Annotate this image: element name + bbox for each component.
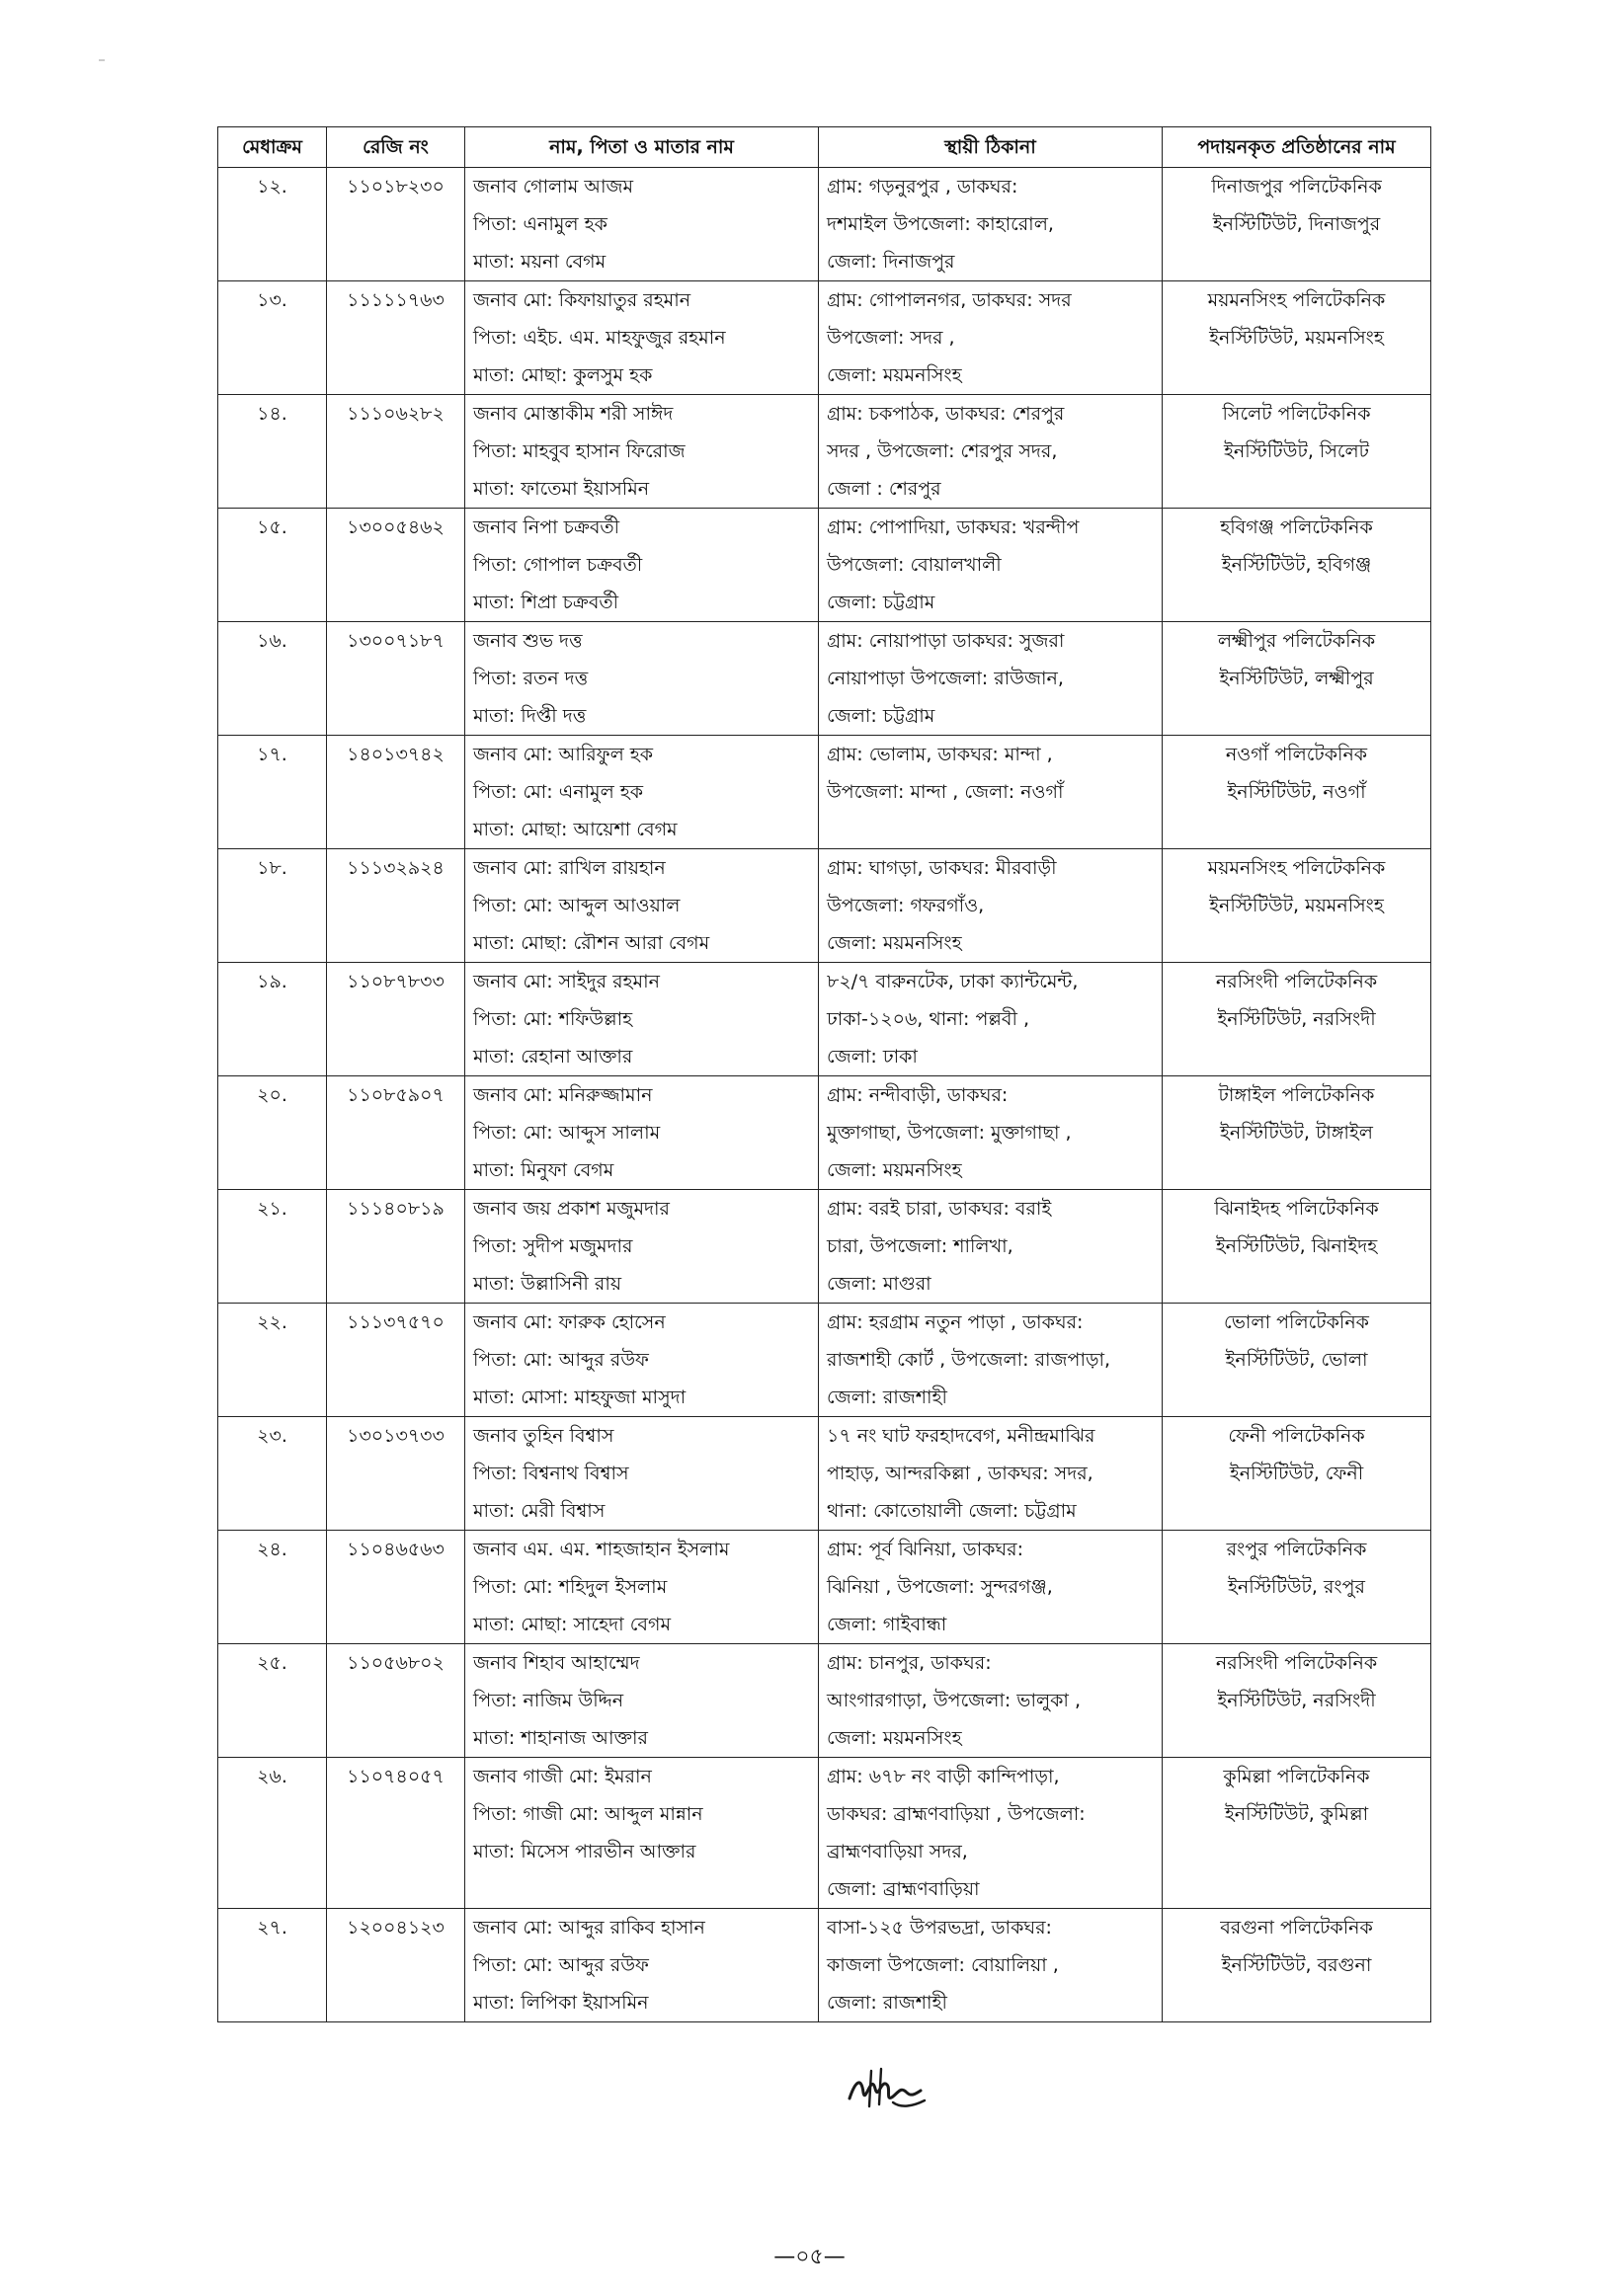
address-cell	[819, 1531, 1163, 1644]
address-line: জেলা: চট্টগ্রাম	[827, 592, 935, 613]
institution-cell	[1163, 509, 1431, 622]
address-cell	[819, 1417, 1163, 1531]
table-row	[218, 395, 1431, 509]
address-cell	[819, 168, 1163, 281]
institution-line: টাঙ্গাইল পলিটেকনিক	[1218, 1084, 1375, 1106]
name-line: মাতা: উল্লাসিনী রায়	[473, 1273, 622, 1295]
table-row	[218, 281, 1431, 395]
table-row	[218, 622, 1431, 736]
merit-cell: ১৮.	[218, 849, 327, 963]
address-line: গ্রাম: গড়নুরপুর , ডাকঘর:	[827, 176, 1018, 198]
address-line: উপজেলা: মান্দা , জেলা: নওগাঁ	[827, 781, 1064, 803]
address-line: গ্রাম: চানপুর, ডাকঘর:	[827, 1652, 992, 1674]
names-cell	[465, 1417, 819, 1531]
merit-cell: ২২.	[218, 1304, 327, 1417]
name-line: পিতা: এইচ. এম. মাহফুজুর রহমান	[473, 327, 726, 349]
address-line: ১৭ নং ঘাট ফরহাদবেগ, মনীন্দ্রমাঝির	[827, 1425, 1095, 1447]
name-line: জনাব মো: আব্দুর রাকিব হাসান	[473, 1917, 705, 1939]
address-line: জেলা: মাগুরা	[827, 1273, 931, 1295]
address-line: ঝিনিয়া , উপজেলা: সুন্দরগঞ্জ,	[827, 1576, 1053, 1598]
address-cell	[819, 963, 1163, 1076]
address-line: গ্রাম: গোপালনগর, ডাকঘর: সদর	[827, 289, 1072, 311]
address-cell	[819, 622, 1163, 736]
table-row	[218, 963, 1431, 1076]
address-line: গ্রাম: নোয়াপাড়া ডাকঘর: সুজরা	[827, 630, 1065, 652]
page-number: —০৫—	[773, 2245, 846, 2269]
institution-line: ইনস্টিটিউট, ময়মনসিংহ	[1209, 895, 1384, 916]
address-line: থানা: কোতোয়ালী জেলা: চট্টগ্রাম	[827, 1500, 1077, 1522]
table-row	[218, 849, 1431, 963]
name-line: জনাব মো: মনিরুজ্জামান	[473, 1084, 653, 1106]
name-line: মাতা: মিসেস পারভীন আক্তার	[473, 1841, 696, 1862]
merit-cell: ২১.	[218, 1190, 327, 1304]
name-line: জনাব মো: কিফায়াতুর রহমান	[473, 289, 691, 311]
institution-line: হবিগঞ্জ পলিটেকনিক	[1220, 516, 1373, 538]
address-line: গ্রাম: নন্দীবাড়ী, ডাকঘর:	[827, 1084, 1009, 1106]
merit-cell: ২৩.	[218, 1417, 327, 1531]
merit-list-table	[217, 126, 1431, 2022]
address-line: জেলা: ময়মনসিংহ	[827, 1727, 962, 1749]
merit-cell: ১২.	[218, 168, 327, 281]
institution-line: ইনস্টিটিউট, হবিগঞ্জ	[1221, 554, 1372, 576]
address-line: গ্রাম: বরই চারা, ডাকঘর: বরাই	[827, 1198, 1052, 1220]
address-line: মুক্তাগাছা, উপজেলা: মুক্তাগাছা ,	[827, 1122, 1072, 1144]
institution-line: ইনস্টিটিউট, ভোলা	[1225, 1349, 1368, 1371]
name-line: মাতা: মোছা: আয়েশা বেগম	[473, 819, 678, 840]
name-line: মাতা: লিপিকা ইয়াসমিন	[473, 1992, 649, 2014]
name-line: পিতা: নাজিম উদ্দিন	[473, 1690, 624, 1711]
address-cell	[819, 849, 1163, 963]
reg-cell: ১১০৮৭৮৩৩	[327, 963, 465, 1076]
names-cell	[465, 1304, 819, 1417]
address-line: জেলা : শেরপুর	[827, 478, 941, 500]
address-line: ৮২/৭ বারুনটেক, ঢাকা ক্যান্টমেন্ট,	[827, 971, 1079, 992]
table-row	[218, 736, 1431, 849]
name-line: পিতা: মো: শহিদুল ইসলাম	[473, 1576, 668, 1598]
names-cell	[465, 281, 819, 395]
institution-cell	[1163, 1417, 1431, 1531]
reg-cell: ১১১১১৭৬৩	[327, 281, 465, 395]
merit-cell: ১৯.	[218, 963, 327, 1076]
institution-line: নরসিংদী পলিটেকনিক	[1215, 971, 1378, 992]
name-line: মাতা: মোছা: সাহেদা বেগম	[473, 1614, 671, 1635]
table-row	[218, 168, 1431, 281]
table-row	[218, 1190, 1431, 1304]
name-line: পিতা: মাহবুব হাসান ফিরোজ	[473, 440, 686, 462]
reg-cell: ১১১৪০৮১৯	[327, 1190, 465, 1304]
names-cell	[465, 736, 819, 849]
address-line: গ্রাম: পোপাদিয়া, ডাকঘর: খরন্দীপ	[827, 516, 1080, 538]
address-line: ডাকঘর: ব্রাহ্মণবাড়িয়া , উপজেলা:	[827, 1803, 1086, 1825]
institution-line: ময়মনসিংহ পলিটেকনিক	[1207, 289, 1386, 311]
institution-line: নরসিংদী পলিটেকনিক	[1215, 1652, 1378, 1674]
address-line: সদর , উপজেলা: শেরপুর সদর,	[827, 440, 1058, 462]
institution-cell	[1163, 622, 1431, 736]
reg-cell: ১১০৮৫৯০৭	[327, 1076, 465, 1190]
reg-cell: ১১১০৬২৮২	[327, 395, 465, 509]
table-row	[218, 509, 1431, 622]
names-cell	[465, 509, 819, 622]
name-line: পিতা: গোপাল চক্রবর্তী	[473, 554, 643, 576]
names-cell	[465, 1758, 819, 1909]
institution-cell	[1163, 1304, 1431, 1417]
address-cell	[819, 509, 1163, 622]
institution-line: সিলেট পলিটেকনিক	[1222, 403, 1371, 425]
signature-icon	[842, 2059, 931, 2118]
institution-line: ইনস্টিটিউট, দিনাজপুর	[1212, 213, 1381, 235]
address-cell	[819, 1076, 1163, 1190]
institution-cell	[1163, 1644, 1431, 1758]
header-merit: মেধাক্রম	[218, 127, 327, 168]
institution-line: ইনস্টিটিউট, নওগাঁ	[1227, 781, 1366, 803]
institution-line: ইনস্টিটিউট, নরসিংদী	[1217, 1690, 1376, 1711]
address-line: জেলা: চট্টগ্রাম	[827, 705, 935, 727]
names-cell	[465, 622, 819, 736]
name-line: জনাব মোস্তাকীম শরী সাঈদ	[473, 403, 674, 425]
address-line: গ্রাম: চকপাঠক, ডাকঘর: শেরপুর	[827, 403, 1065, 425]
table-header-row	[218, 127, 1431, 168]
name-line: মাতা: ময়না বেগম	[473, 251, 607, 273]
name-line: মাতা: মেরী বিশ্বাস	[473, 1500, 606, 1522]
names-cell	[465, 168, 819, 281]
address-line: গ্রাম: ঘাগড়া, ডাকঘর: মীরবাড়ী	[827, 857, 1057, 879]
institution-line: দিনাজপুর পলিটেকনিক	[1211, 176, 1382, 198]
table-row	[218, 1304, 1431, 1417]
address-cell	[819, 736, 1163, 849]
names-cell	[465, 1909, 819, 2022]
name-line: মাতা: শিপ্রা চক্রবর্তী	[473, 592, 619, 613]
scan-mark	[99, 59, 105, 61]
names-cell	[465, 1531, 819, 1644]
address-line: জেলা: গাইবান্ধা	[827, 1614, 947, 1635]
address-line: পাহাড়, আন্দরকিল্লা , ডাকঘর: সদর,	[827, 1463, 1093, 1484]
address-cell	[819, 1190, 1163, 1304]
address-line: জেলা: ঢাকা	[827, 1046, 918, 1068]
address-cell	[819, 395, 1163, 509]
institution-cell	[1163, 395, 1431, 509]
reg-cell: ১৩০১৩৭৩৩	[327, 1417, 465, 1531]
name-line: পিতা: মো: আব্দুর রউফ	[473, 1349, 649, 1371]
address-line: গ্রাম: হরগ্রাম নতুন পাড়া , ডাকঘর:	[827, 1311, 1084, 1333]
merit-cell: ২৫.	[218, 1644, 327, 1758]
address-line: জেলা: ময়মনসিংহ	[827, 1159, 962, 1181]
address-line: জেলা: দিনাজপুর	[827, 251, 955, 273]
address-line: ব্রাহ্মণবাড়িয়া সদর,	[827, 1841, 968, 1862]
name-line: পিতা: এনামুল হক	[473, 213, 607, 235]
address-line: গ্রাম: পূর্ব ঝিনিয়া, ডাকঘর:	[827, 1539, 1023, 1560]
merit-cell: ১৩.	[218, 281, 327, 395]
institution-line: বরগুনা পলিটেকনিক	[1220, 1917, 1373, 1939]
table-row	[218, 1417, 1431, 1531]
names-cell	[465, 849, 819, 963]
reg-cell: ১১১৩২৯২৪	[327, 849, 465, 963]
name-line: মাতা: মোসা: মাহফুজা মাসুদা	[473, 1386, 687, 1408]
address-line: ঢাকা-১২০৬, থানা: পল্লবী ,	[827, 1008, 1029, 1030]
institution-line: ইনস্টিটিউট, কুমিল্লা	[1224, 1803, 1369, 1825]
institution-cell	[1163, 1076, 1431, 1190]
name-line: পিতা: মো: শফিউল্লাহ	[473, 1008, 633, 1030]
table-body	[218, 168, 1431, 2022]
address-cell	[819, 1304, 1163, 1417]
address-line: জেলা: রাজশাহী	[827, 1386, 947, 1408]
address-line: বাসা-১২৫ উপরভদ্রা, ডাকঘর:	[827, 1917, 1052, 1939]
name-line: জনাব গাজী মো: ইমরান	[473, 1766, 652, 1787]
address-line: গ্রাম: ৬৭৮ নং বাড়ী কান্দিপাড়া,	[827, 1766, 1060, 1787]
header-address: স্থায়ী ঠিকানা	[819, 127, 1163, 168]
name-line: জনাব গোলাম আজম	[473, 176, 634, 198]
name-line: জনাব মো: আরিফুল হক	[473, 744, 654, 765]
merit-cell: ১৪.	[218, 395, 327, 509]
institution-cell	[1163, 849, 1431, 963]
names-cell	[465, 1190, 819, 1304]
address-line: জেলা: ব্রাহ্মণবাড়িয়া	[827, 1878, 980, 1900]
address-line: আংগারগাড়া, উপজেলা: ভালুকা ,	[827, 1690, 1082, 1711]
name-line: পিতা: মো: আব্দুর রউফ	[473, 1954, 649, 1976]
institution-line: ইনস্টিটিউট, টাঙ্গাইল	[1220, 1122, 1373, 1144]
reg-cell: ১৩০০৭১৮৭	[327, 622, 465, 736]
reg-cell: ১১১৩৭৫৭০	[327, 1304, 465, 1417]
name-line: মাতা: মিনুফা বেগম	[473, 1159, 614, 1181]
institution-line: ইনস্টিটিউট, সিলেট	[1223, 440, 1370, 462]
name-line: জনাব এম. এম. শাহজাহান ইসলাম	[473, 1539, 730, 1560]
name-line: জনাব নিপা চক্রবর্তী	[473, 516, 620, 538]
institution-line: ইনস্টিটিউট, নরসিংদী	[1217, 1008, 1376, 1030]
institution-line: ইনস্টিটিউট, বরগুনা	[1221, 1954, 1372, 1976]
reg-cell: ১১০৫৬৮০২	[327, 1644, 465, 1758]
merit-cell: ১৬.	[218, 622, 327, 736]
name-line: মাতা: ফাতেমা ইয়াসমিন	[473, 478, 650, 500]
name-line: জনাব মো: ফারুক হোসেন	[473, 1311, 666, 1333]
address-line: উপজেলা: বোয়ালখালী	[827, 554, 1002, 576]
address-line: উপজেলা: সদর ,	[827, 327, 955, 349]
address-cell	[819, 1909, 1163, 2022]
header-reg: রেজি নং	[327, 127, 465, 168]
institution-line: নওগাঁ পলিটেকনিক	[1225, 744, 1368, 765]
institution-cell	[1163, 281, 1431, 395]
institution-line: ঝিনাইদহ পলিটেকনিক	[1214, 1198, 1379, 1220]
address-line: জেলা: রাজশাহী	[827, 1992, 947, 2014]
table-row	[218, 1076, 1431, 1190]
address-line: নোয়াপাড়া উপজেলা: রাউজান,	[827, 668, 1064, 689]
reg-cell: ১২০০৪১২৩	[327, 1909, 465, 2022]
institution-cell	[1163, 1758, 1431, 1909]
institution-cell	[1163, 168, 1431, 281]
merit-cell: ১৭.	[218, 736, 327, 849]
name-line: মাতা: রেহানা আক্তার	[473, 1046, 633, 1068]
institution-line: ইনস্টিটিউট, লক্ষ্মীপুর	[1219, 668, 1374, 689]
name-line: জনাব শুভ দত্ত	[473, 630, 583, 652]
name-line: পিতা: বিশ্বনাথ বিশ্বাস	[473, 1463, 629, 1484]
table-row	[218, 1758, 1431, 1909]
name-line: মাতা: দিপ্তী দত্ত	[473, 705, 587, 727]
institution-line: ময়মনসিংহ পলিটেকনিক	[1207, 857, 1386, 879]
reg-cell: ১৩০০৫৪৬২	[327, 509, 465, 622]
institution-line: কুমিল্লা পলিটেকনিক	[1223, 1766, 1370, 1787]
institution-line: ফেনী পলিটেকনিক	[1228, 1425, 1365, 1447]
name-line: পিতা: রতন দত্ত	[473, 668, 589, 689]
merit-cell: ২৭.	[218, 1909, 327, 2022]
name-line: মাতা: শাহানাজ আক্তার	[473, 1727, 648, 1749]
name-line: জনাব মো: সাইদুর রহমান	[473, 971, 660, 992]
header-names: নাম, পিতা ও মাতার নাম	[465, 127, 819, 168]
institution-line: লক্ষ্মীপুর পলিটেকনিক	[1217, 630, 1376, 652]
institution-cell	[1163, 736, 1431, 849]
name-line: মাতা: মোছা: রৌশন আরা বেগম	[473, 932, 710, 954]
merit-cell: ১৫.	[218, 509, 327, 622]
institution-line: ইনস্টিটিউট, ময়মনসিংহ	[1209, 327, 1384, 349]
name-line: পিতা: মো: আব্দুল আওয়াল	[473, 895, 681, 916]
institution-cell	[1163, 963, 1431, 1076]
header-institution: পদায়নকৃত প্রতিষ্ঠানের নাম	[1163, 127, 1431, 168]
institution-line: ভোলা পলিটেকনিক	[1224, 1311, 1369, 1333]
reg-cell: ১১০১৮২৩০	[327, 168, 465, 281]
merit-cell: ২৬.	[218, 1758, 327, 1909]
names-cell	[465, 963, 819, 1076]
address-cell	[819, 281, 1163, 395]
institution-line: রংপুর পলিটেকনিক	[1226, 1539, 1367, 1560]
address-line: জেলা: ময়মনসিংহ	[827, 932, 962, 954]
institution-line: ইনস্টিটিউট, রংপুর	[1228, 1576, 1365, 1598]
table-row	[218, 1644, 1431, 1758]
name-line: জনাব জয় প্রকাশ মজুমদার	[473, 1198, 671, 1220]
institution-cell	[1163, 1190, 1431, 1304]
address-line: গ্রাম: ভোলাম, ডাকঘর: মান্দা ,	[827, 744, 1053, 765]
names-cell	[465, 1644, 819, 1758]
names-cell	[465, 395, 819, 509]
address-line: জেলা: ময়মনসিংহ	[827, 364, 962, 386]
name-line: পিতা: সুদীপ মজুমদার	[473, 1235, 633, 1257]
name-line: পিতা: গাজী মো: আব্দুল মান্নান	[473, 1803, 703, 1825]
reg-cell: ১১০৭৪০৫৭	[327, 1758, 465, 1909]
name-line: পিতা: মো: এনামুল হক	[473, 781, 644, 803]
name-line: পিতা: মো: আব্দুস সালাম	[473, 1122, 661, 1144]
name-line: জনাব তুহিন বিশ্বাস	[473, 1425, 614, 1447]
address-cell	[819, 1758, 1163, 1909]
name-line: জনাব মো: রাখিল রায়হান	[473, 857, 666, 879]
address-cell	[819, 1644, 1163, 1758]
address-line: কাজলা উপজেলা: বোয়ালিয়া ,	[827, 1954, 1059, 1976]
address-line: দশমাইল উপজেলা: কাহারোল,	[827, 213, 1054, 235]
merit-cell: ২০.	[218, 1076, 327, 1190]
address-line: চারা, উপজেলা: শালিখা,	[827, 1235, 1013, 1257]
institution-line: ইনস্টিটিউট, ঝিনাইদহ	[1215, 1235, 1378, 1257]
address-line: রাজশাহী কোর্ট , উপজেলা: রাজপাড়া,	[827, 1349, 1111, 1371]
names-cell	[465, 1076, 819, 1190]
institution-line: ইনস্টিটিউট, ফেনী	[1229, 1463, 1364, 1484]
reg-cell: ১৪০১৩৭৪২	[327, 736, 465, 849]
name-line: মাতা: মোছা: কুলসুম হক	[473, 364, 653, 386]
table-row	[218, 1531, 1431, 1644]
institution-cell	[1163, 1909, 1431, 2022]
table-row	[218, 1909, 1431, 2022]
address-line: উপজেলা: গফরগাঁও,	[827, 895, 985, 916]
name-line: জনাব শিহাব আহাম্মেদ	[473, 1652, 640, 1674]
reg-cell: ১১০৪৬৫৬৩	[327, 1531, 465, 1644]
institution-cell	[1163, 1531, 1431, 1644]
merit-cell: ২৪.	[218, 1531, 327, 1644]
